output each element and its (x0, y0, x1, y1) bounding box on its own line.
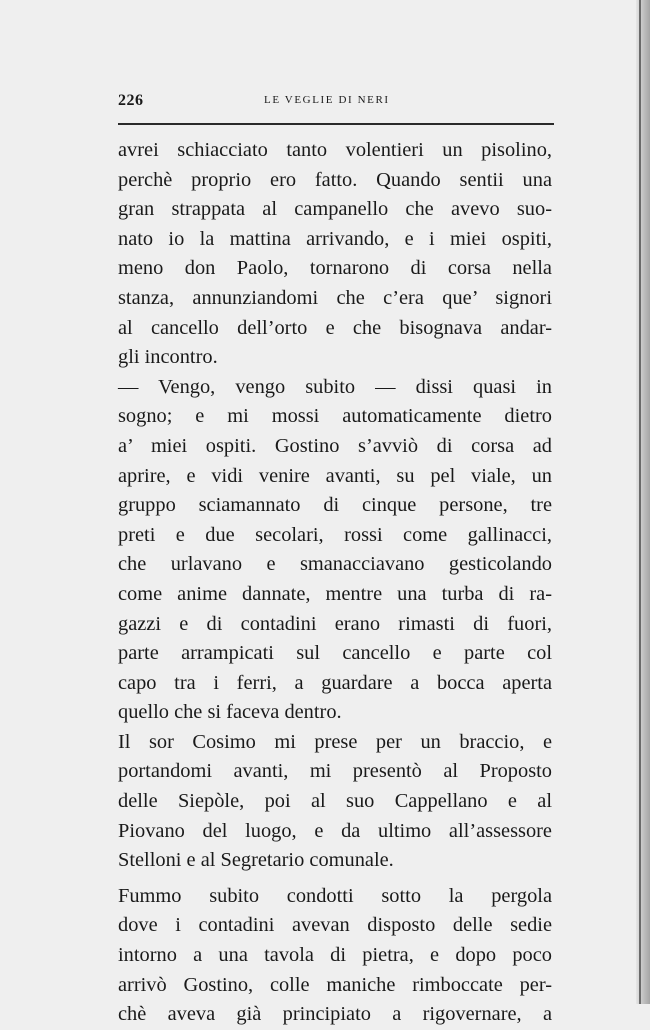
text-line: perchè proprio ero fatto. Quando sentii una (118, 168, 552, 191)
page-header (118, 92, 554, 116)
text-line: Stelloni e al Segretario comunale. (118, 849, 394, 872)
header-rule (118, 123, 554, 125)
text-line: gli incontro. (118, 346, 218, 369)
text-line: al cancello dell’orto e che bisognava andar- (118, 316, 552, 339)
paragraph (118, 373, 552, 728)
text-line: Il sor Cosimo mi prese per un braccio, e (118, 730, 552, 753)
text-line: meno don Paolo, tornarono di corsa nella (118, 257, 552, 280)
running-title: LE VEGLIE DI NERI (264, 94, 390, 106)
text-line: gruppo sciamannato di cinque persone, tre (118, 494, 552, 517)
text-line: a’ miei ospiti. Gostino s’avviò di corsa ad (118, 434, 552, 457)
body-text (118, 136, 552, 1030)
text-line: intorno a una tavola di pietra, e dopo poco (118, 944, 552, 967)
text-line: sogno; e mi mossi automaticamente dietro (118, 405, 552, 428)
text-line: dove i contadini avevan disposto delle sedie (118, 914, 552, 937)
text-line: — Vengo, vengo subito — dissi quasi in (118, 375, 552, 398)
text-line: quello che si faceva dentro. (118, 701, 342, 724)
paragraph (118, 136, 552, 373)
text-line: Piovano del luogo, e da ultimo all’assessore (118, 819, 552, 842)
page-edge-line (639, 0, 641, 1004)
text-line: come anime dannate, mentre una turba di ra- (118, 582, 552, 605)
text-line: stanza, annunziandomi che c’era que’ signori (118, 286, 552, 309)
page-number: 226 (118, 92, 144, 109)
paragraph (118, 882, 552, 1030)
paragraph (118, 728, 552, 876)
text-line: delle Siepòle, poi al suo Cappellano e al (118, 790, 552, 813)
text-line: portandomi avanti, mi presentò al Proposto (118, 760, 552, 783)
text-line: avrei schiacciato tanto volentieri un pisolino, (118, 139, 552, 161)
text-line: parte arrampicati sul cancello e parte col (118, 642, 552, 665)
text-line: Fummo subito condotti sotto la pergola (118, 884, 552, 907)
text-line: che urlavano e smanacciavano gesticolando (118, 553, 552, 576)
text-line: chè aveva già principiato a rigovernare, a (118, 1003, 552, 1026)
text-line: aprire, e vidi venire avanti, su pel viale, un (118, 464, 552, 487)
text-line: gran strappata al campanello che avevo suo- (118, 198, 552, 221)
text-line: capo tra i ferri, a guardare a bocca aperta (118, 671, 552, 694)
text-line: preti e due secolari, rossi come gallinacci, (118, 523, 552, 546)
text-line: gazzi e di contadini erano rimasti di fuori, (118, 612, 552, 635)
text-line: nato io la mattina arrivando, e i miei ospiti, (118, 227, 552, 250)
text-line: arrivò Gostino, colle maniche rimboccate per- (118, 973, 552, 996)
